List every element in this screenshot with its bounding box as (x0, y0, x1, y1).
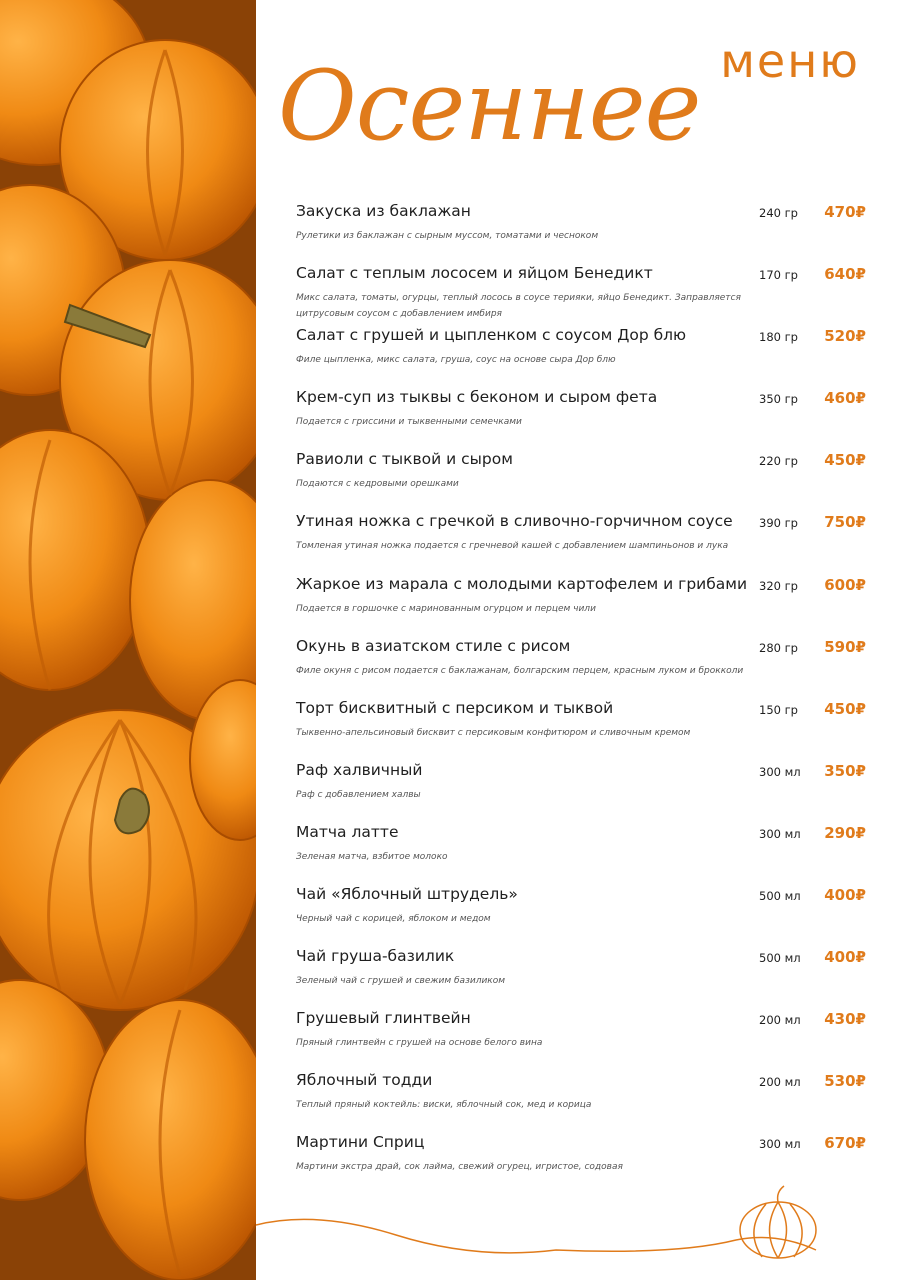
menu-item-price: 640₽ (824, 265, 866, 284)
menu-item-name: Чай груша-базилик (296, 947, 455, 966)
menu-item (296, 1069, 866, 1131)
menu-item-description: Мартини экстра драй, сок лайма, свежий огурец, игристое, содовая (296, 1162, 623, 1173)
menu-item-weight: 350 гр (759, 392, 798, 407)
menu-item-price: 600₽ (824, 575, 866, 594)
menu-item-description: Пряный глинтвейн с грушей на основе белого вина (296, 1038, 543, 1049)
menu-item-price: 290₽ (824, 823, 866, 842)
menu-item-name: Окунь в азиатском стиле с рисом (296, 636, 571, 655)
menu-item (296, 573, 866, 635)
menu-item-weight: 320 гр (759, 578, 798, 593)
menu-item (296, 635, 866, 697)
menu-item-price: 430₽ (824, 1010, 866, 1029)
menu-item-description: Микс салата, томаты, огурцы, теплый лосось в соусе терияки, яйцо Бенедикт. Заправляется цитрусовым соусом с добавлением имбиря (296, 293, 741, 320)
menu-item-weight: 390 гр (759, 516, 798, 531)
menu-item-name: Мартини Сприц (296, 1133, 425, 1152)
menu-item (296, 697, 866, 759)
menu-item (296, 324, 866, 386)
menu-item-price: 750₽ (824, 513, 866, 532)
menu-item-price: 470₽ (824, 203, 866, 221)
menu-item-weight: 200 мл (759, 1013, 801, 1028)
menu-item-weight: 280 гр (759, 640, 798, 655)
menu-item-name: Торт бисквитный с персиком и тыквой (296, 698, 614, 717)
menu-page (256, 0, 906, 1280)
menu-item-weight: 240 гр (759, 206, 798, 220)
menu-item-description: Зеленый чай с грушей и свежим базиликом (296, 976, 506, 987)
menu-item (296, 821, 866, 883)
menu-item-name: Крем-суп из тыквы с беконом и сыром фета (296, 388, 658, 407)
menu-item-weight: 200 мл (759, 1075, 801, 1090)
menu-item-weight: 300 мл (759, 764, 801, 779)
menu-item-name: Утиная ножка с гречкой в сливочно-горчичном соусе (296, 512, 733, 531)
menu-item-description: Теплый пряный коктейль: виски, яблочный сок, мед и корица (296, 1100, 592, 1111)
menu-item-weight: 500 мл (759, 889, 801, 904)
menu-item-price: 400₽ (824, 948, 866, 967)
menu-item-description: Черный чай с корицей, яблоком и медом (296, 914, 491, 925)
menu-title-script: Осеннее (278, 50, 701, 162)
menu-item (296, 262, 866, 324)
menu-item (296, 510, 866, 572)
menu-item-description: Тыквенно-апельсиновый бисквит с персиковым конфитюром и сливочным кремом (296, 727, 691, 738)
menu-item-price: 530₽ (824, 1072, 866, 1091)
menu-item (296, 448, 866, 510)
menu-item-name: Грушевый глинтвейн (296, 1009, 471, 1028)
menu-item-name: Салат с теплым лососем и яйцом Бенедикт (296, 264, 653, 283)
menu-item-weight: 300 мл (759, 1137, 801, 1152)
menu-item-name: Равиоли с тыквой и сыром (296, 450, 513, 469)
menu-item-weight: 300 мл (759, 826, 801, 841)
menu-item-price: 350₽ (824, 761, 866, 780)
menu-item-description: Подается с гриссини и тыквенными семечками (296, 417, 522, 428)
menu-item-weight: 220 гр (759, 454, 798, 469)
menu-item (296, 945, 866, 1007)
menu-item-price: 670₽ (824, 1134, 866, 1153)
menu-item-name: Чай «Яблочный штрудель» (296, 885, 518, 904)
menu-item-weight: 170 гр (759, 268, 798, 283)
menu-item-description: Зеленая матча, взбитое молоко (296, 851, 448, 862)
menu-item (296, 883, 866, 945)
menu-item-weight: 150 гр (759, 702, 798, 717)
menu-item (296, 200, 866, 262)
menu-item-name: Закуска из баклажан (296, 202, 471, 220)
menu-item-description: Филе цыпленка, микс салата, груша, соус на основе сыра Дор блю (296, 355, 616, 366)
menu-item-weight: 500 мл (759, 951, 801, 966)
menu-item-description: Подается в горшочке с маринованным огурцом и перцем чили (296, 603, 596, 614)
menu-title-small: меню (720, 34, 860, 88)
menu-item-price: 400₽ (824, 886, 866, 905)
menu-item-description: Рулетики из баклажан с сырным муссом, томатами и чесноком (296, 231, 599, 241)
menu-item-weight: 180 гр (759, 330, 798, 345)
menu-item (296, 1007, 866, 1069)
menu-item-description: Филе окуня с рисом подается с баклажанам, болгарским перцем, красным луком и брокколи (296, 665, 744, 676)
menu-item-description: Раф с добавлением халвы (296, 789, 421, 800)
menu-item (296, 386, 866, 448)
menu-item-description: Томленая утиная ножка подается с гречневой кашей с добавлением шампиньонов и лука (296, 541, 729, 552)
menu-item-name: Жаркое из марала с молодыми картофелем и грибами (296, 574, 748, 593)
menu-item-price: 590₽ (824, 637, 866, 656)
menu-item-price: 450₽ (824, 451, 866, 470)
pumpkin-photo (0, 0, 256, 1280)
menu-item-name: Раф халвичный (296, 760, 423, 779)
menu-item-price: 520₽ (824, 327, 866, 346)
menu-item-description: Подаются с кедровыми орешками (296, 479, 459, 490)
menu-item-name: Яблочный тодди (296, 1071, 433, 1090)
menu-item-price: 460₽ (824, 389, 866, 408)
pumpkin-outline-icon (256, 1180, 906, 1280)
menu-item-name: Матча латте (296, 822, 399, 841)
menu-item (296, 759, 866, 821)
menu-item-name: Салат с грушей и цыпленком с соусом Дор блю (296, 326, 687, 345)
menu-item-price: 450₽ (824, 699, 866, 718)
menu-list (296, 200, 866, 1194)
